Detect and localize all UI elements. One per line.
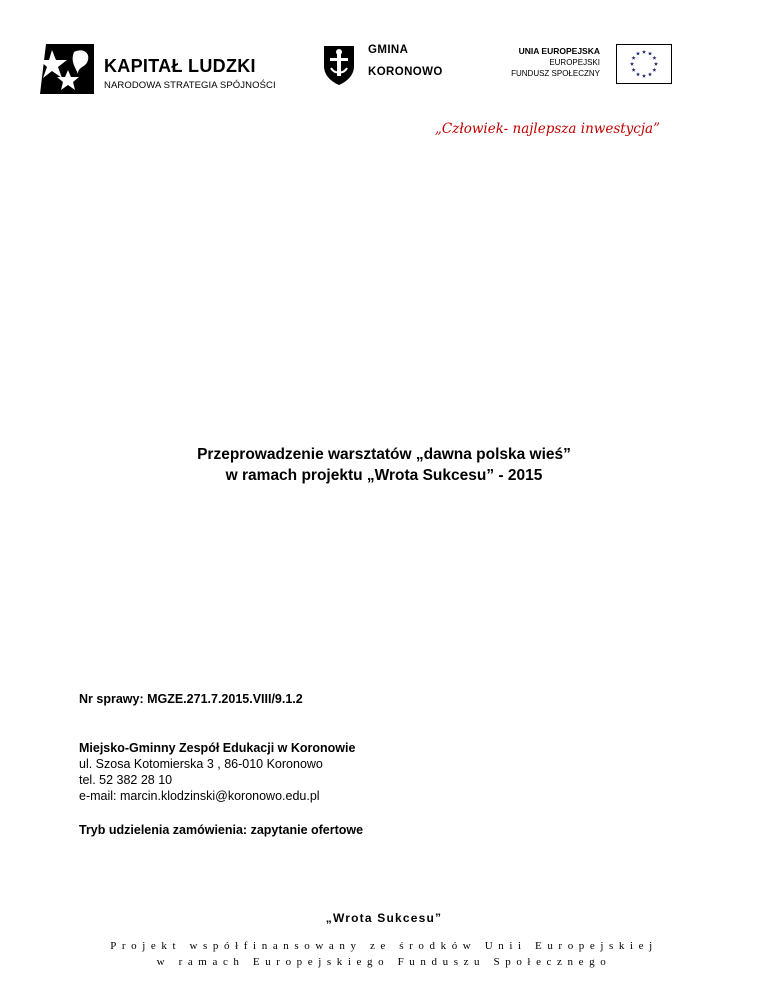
organization-email: e-mail: marcin.klodzinski@koronowo.edu.pl	[79, 789, 320, 803]
document-title	[0, 444, 768, 486]
organization-name: Miejsko-Gminny Zespół Edukacji w Koronowie	[79, 741, 356, 755]
gmina-koronowo-logo	[322, 42, 472, 92]
case-number: Nr sprawy: MGZE.271.7.2015.VIII/9.1.2	[79, 692, 303, 706]
ue-line-3: FUNDUSZ SPOŁECZNY	[511, 69, 600, 78]
eu-flag-icon	[616, 44, 672, 84]
footer-cofinancing-line: Projekt współfinansowany ze środków Unii Europejskiej	[110, 940, 658, 952]
footer-fund-line: w ramach Europejskiego Funduszu Społecznego	[156, 956, 612, 968]
ue-line-1: UNIA EUROPEJSKA	[518, 46, 600, 56]
organization-address: ul. Szosa Kotomierska 3 , 86-010 Koronowo	[79, 757, 323, 771]
document-title-line-1: Przeprowadzenie warsztatów „dawna polska wieś”	[197, 446, 571, 463]
kapital-ludzki-title: KAPITAŁ LUDZKI	[104, 56, 256, 76]
ue-line-2: EUROPEJSKI	[549, 58, 600, 67]
document-title-line-2: w ramach projektu „Wrota Sukcesu” - 2015	[225, 467, 543, 484]
procurement-procedure: Tryb udzielenia zamówienia: zapytanie ofertowe	[79, 823, 364, 837]
ue-text-block	[511, 46, 600, 79]
gmina-name: KORONOWO	[368, 66, 443, 78]
gmina-label: GMINA	[368, 44, 409, 56]
organization-block	[79, 740, 355, 804]
kapital-ludzki-subtitle: NARODOWA STRATEGIA SPÓJNOŚCI	[104, 80, 276, 91]
kapital-ludzki-emblem-icon	[38, 40, 98, 98]
motto: „Człowiek- najlepsza inwestycja”	[434, 121, 660, 137]
unia-europejska-logo	[496, 44, 686, 90]
kapital-ludzki-logo	[38, 40, 276, 100]
organization-phone: tel. 52 382 28 10	[79, 773, 173, 787]
footer-title: „Wrota Sukcesu”	[325, 911, 443, 925]
coat-of-arms-icon	[322, 44, 356, 86]
